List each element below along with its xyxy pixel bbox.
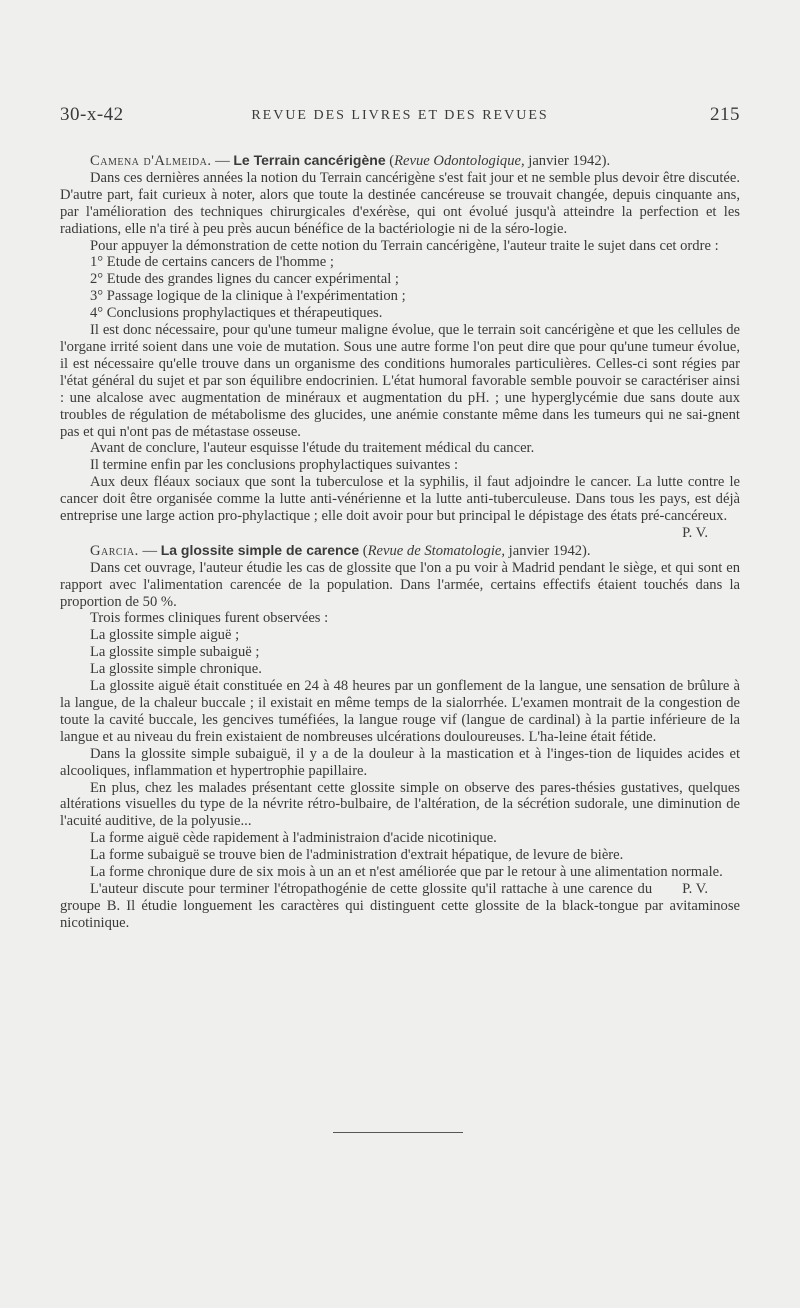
running-header [60, 104, 740, 134]
heading-dash: — [211, 153, 234, 169]
list-item: La glossite simple chronique. [90, 661, 262, 678]
review-title: La glossite simple de carence [160, 541, 360, 558]
list-item: 2° Etude des grandes lignes du cancer expérimental ; [90, 271, 399, 288]
list-item: La glossite simple subaiguë ; [90, 644, 260, 661]
review-source-date: janvier 1942). [505, 542, 591, 559]
paragraph: Il termine enfin par les conclusions prophylactiques suivantes : [90, 457, 458, 474]
section-divider [333, 1132, 463, 1133]
list-item: 1° Etude de certains cancers de l'homme ; [90, 254, 334, 271]
heading-dash: — [138, 542, 161, 559]
review-title: Le Terrain cancérigène [233, 152, 386, 168]
list-item: 3° Passage logique de la clinique à l'expérimentation ; [90, 288, 406, 305]
review-source: Revue de Stomatologie, [367, 542, 506, 559]
header-journal-section: REVUE DES LIVRES ET DES REVUES [251, 108, 549, 123]
paragraph: La forme aiguë cède rapidement à l'administraion d'acide nicotinique. [90, 830, 497, 847]
review-source: Revue Odontologique, [394, 153, 525, 169]
paragraph: Trois formes cliniques furent observées : [90, 610, 329, 627]
paragraph: La glossite aiguë était constituée en 24 à 48 heures par un gonflement de la langue, une sensation de brûlure à la langue, de la chaleur buccale ; il existait en même temps de la sialorrhée. L'examen montrait de la congestion de toute la cavité buccale, les gencives tuméfiées, la langue rouge vif (langue de cardinal) à la partie inférieure de la langue et au niveau du frein existaient de nombreuses ulcérations douloureuses. L'ha-leine était fétide. [60, 678, 740, 745]
paragraph: Il est donc nécessaire, pour qu'une tumeur maligne évolue, que le terrain soit cancérigène et que les cellules de l'organe irrité soient dans une voie de mutation. Sous une autre forme l'on peut dire que pour qu'une tumeur évolue, il est nécessaire qu'elle trouve dans un organisme des conditions humorales particulières. Celles-ci sont régies par l'état général du sujet et par son équilibre endocrinien. L'état humoral favorable semble pouvoir se caractériser ainsi : une alcalose avec augmentation de minéraux et augmentation du pH. ; une hyperglycémie due sans doute aux troubles de régulation de métabolisme des glucides, une anémie constante même dans les tumeurs qui ne sai-gnent pas et qui n'ont pas de métastase osseuse. [60, 322, 740, 440]
paragraph: Dans la glossite simple subaiguë, il y a de la douleur à la mastication et à l'inges-tion de liquides acides et alcooliques, inflammation et hypertrophie papillaire. [60, 745, 740, 779]
paragraph: En plus, chez les malades présentant cette glossite simple on observe des pares-thésies gustatives, quelques altérations visuelles du type de la névrite rétro-bulbaire, de l'altération, de la sécrétion sudorale, une diminution de l'acuité auditive, de la polyusie... [60, 779, 740, 830]
list-item: La glossite simple aiguë ; [90, 627, 240, 644]
paragraph: La forme chronique dure de six mois à un an et n'est améliorée que par le retour à une alimentation normale. [90, 864, 723, 881]
paragraph-final [60, 881, 740, 932]
review-signature: P. V. [682, 880, 708, 897]
paragraph: Dans cet ouvrage, l'auteur étudie les cas de glossite que l'on a pu voir à Madrid pendant le siège, et qui sont en rapport avec l'alimentation carencée de la population. Dans l'armée, certains effectifs étaient touchés dans la proportion de 50 %. [60, 559, 740, 610]
paragraph: La forme subaiguë se trouve bien de l'administration d'extrait hépatique, de levure de bière. [90, 847, 624, 864]
page-body [60, 152, 740, 932]
paragraph-text: L'auteur discute pour terminer l'étropathogénie de cette glossite qu'il rattache à une carence du groupe B. Il étudie longuement les caractères qui distinguent cette glossite de la black-tongue par avitaminose nicotinique. [60, 880, 740, 931]
page-number: 215 [710, 104, 740, 125]
source-open-paren: ( [385, 153, 395, 169]
paragraph: Pour appuyer la démonstration de cette notion du Terrain cancérigène, l'auteur traite le sujet dans cet ordre : [90, 237, 719, 254]
review-signature: P. V. [682, 524, 708, 541]
paragraph: Dans ces dernières années la notion du Terrain cancérigène s'est fait jour et ne semble plus devoir être discutée. D'autre part, fait curieux à noter, alors que toute la destinée cancéreuse se trouvait changée, depuis cinquante ans, par l'amélioration des techniques chirurgicales d'exérèse, qui ont évolué jusqu'à atteindre la perfection et les radiations, elle n'a tiré à peu près aucun bénéfice de la bactériologie ni de la séro-logie. [60, 169, 740, 237]
review-author: Camena d'Almeida. [90, 153, 212, 169]
source-open-paren: ( [359, 542, 368, 559]
review-camena [60, 152, 740, 542]
paragraph: Aux deux fléaux sociaux que sont la tuberculose et la syphilis, il faut adjoindre le cancer. La lutte contre le cancer doit être organisée comme la lutte anti-vénérienne et la lutte anti-tuberculeuse. Dans tous les pays, est déjà entreprise une large action pro-phylactique ; elle doit avoir pour but principal le dépistage des états pré-cancéreux. [60, 474, 740, 525]
paragraph: Avant de conclure, l'auteur esquisse l'étude du traitement médical du cancer. [90, 440, 535, 457]
review-source-date: janvier 1942). [524, 153, 611, 169]
header-date: 30-x-42 [60, 104, 124, 125]
review-author: Garcia. [90, 542, 139, 559]
review-heading [60, 152, 740, 170]
list-item: 4° Conclusions prophylactiques et thérapeutiques. [90, 305, 383, 322]
review-heading [60, 542, 740, 560]
review-garcia [60, 542, 740, 932]
